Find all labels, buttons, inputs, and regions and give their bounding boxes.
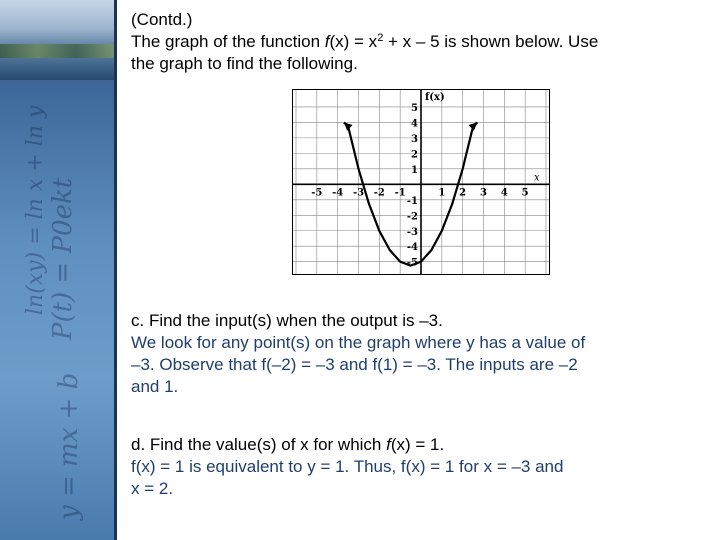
- x-tick-label: -2: [373, 187, 385, 199]
- x-tick-label: 5: [521, 187, 529, 199]
- x-tick-label: -4: [332, 187, 344, 199]
- photo-shoreline: [0, 44, 114, 58]
- intro-text-c: + x – 5 is shown below. Use: [383, 32, 599, 51]
- part-d-question-b: (x) = 1.: [390, 435, 445, 454]
- y-tick-label: -4: [406, 242, 418, 254]
- intro-text: [131, 9, 691, 75]
- x-tick-label: 4: [500, 187, 508, 199]
- part-c-answer-2: –3. Observe that f(–2) = –3 and f(1) = –3. The inputs are –2: [131, 355, 578, 374]
- x-tick-label: -5: [311, 187, 323, 199]
- banner-formula-exp: P(t) = P0ekt: [48, 177, 78, 340]
- y-tick-label: 1: [411, 164, 418, 176]
- banner-formula-log: ln(xy) = ln x + ln y: [23, 105, 48, 315]
- intro-line-1: [131, 31, 691, 53]
- part-d-answer-1: f(x) = 1 is equivalent to y = 1. Thus, f(x) = 1 for x = –3 and: [131, 457, 564, 476]
- x-tick-label: -3: [352, 187, 365, 199]
- banner-divider: [114, 0, 117, 540]
- y-tick-label: -3: [406, 226, 418, 238]
- function-graph: [292, 89, 550, 275]
- part-d-fn-name: f: [386, 435, 391, 454]
- intro-text-a: The graph of the function: [131, 32, 325, 51]
- intro-line-2: the graph to find the following.: [131, 54, 358, 73]
- part-c-answer-1: We look for any point(s) on the graph where y has a value of: [131, 333, 586, 352]
- x-axis-label: x: [534, 172, 540, 184]
- x-tick-label: 1: [438, 187, 446, 199]
- part-c-answer-3: and 1.: [131, 377, 179, 396]
- part-c: [131, 310, 691, 398]
- banner-formula-line: y = mx + b: [54, 372, 84, 520]
- x-tick-label: 3: [480, 187, 487, 199]
- y-tick-label: 2: [411, 149, 418, 161]
- intro-exponent: 2: [377, 32, 384, 44]
- y-tick-label: 3: [411, 133, 418, 145]
- y-tick-label: -1: [406, 195, 418, 207]
- part-d-answer-2: x = 2.: [131, 479, 174, 498]
- part-d-question-a: d. Find the value(s) of x for which: [131, 435, 387, 454]
- intro-text-b: (x) = x: [329, 32, 378, 51]
- part-d-question: [131, 434, 691, 456]
- x-tick-label: -1: [394, 187, 406, 199]
- y-axis-label: f(x): [425, 92, 445, 103]
- decorative-banner: [0, 0, 114, 540]
- intro-fn-name: f: [324, 32, 330, 51]
- contd-label: (Contd.): [131, 10, 193, 29]
- x-tick-label: 2: [459, 187, 467, 199]
- y-tick-label: -5: [406, 257, 418, 269]
- part-d: [131, 434, 691, 500]
- part-c-question: c. Find the input(s) when the output is –3.: [131, 311, 443, 330]
- photo-water: [0, 58, 114, 80]
- y-tick-label: -2: [406, 211, 418, 223]
- y-tick-label: 5: [411, 102, 418, 114]
- y-tick-label: 4: [411, 118, 418, 130]
- lake-photo: [0, 0, 114, 80]
